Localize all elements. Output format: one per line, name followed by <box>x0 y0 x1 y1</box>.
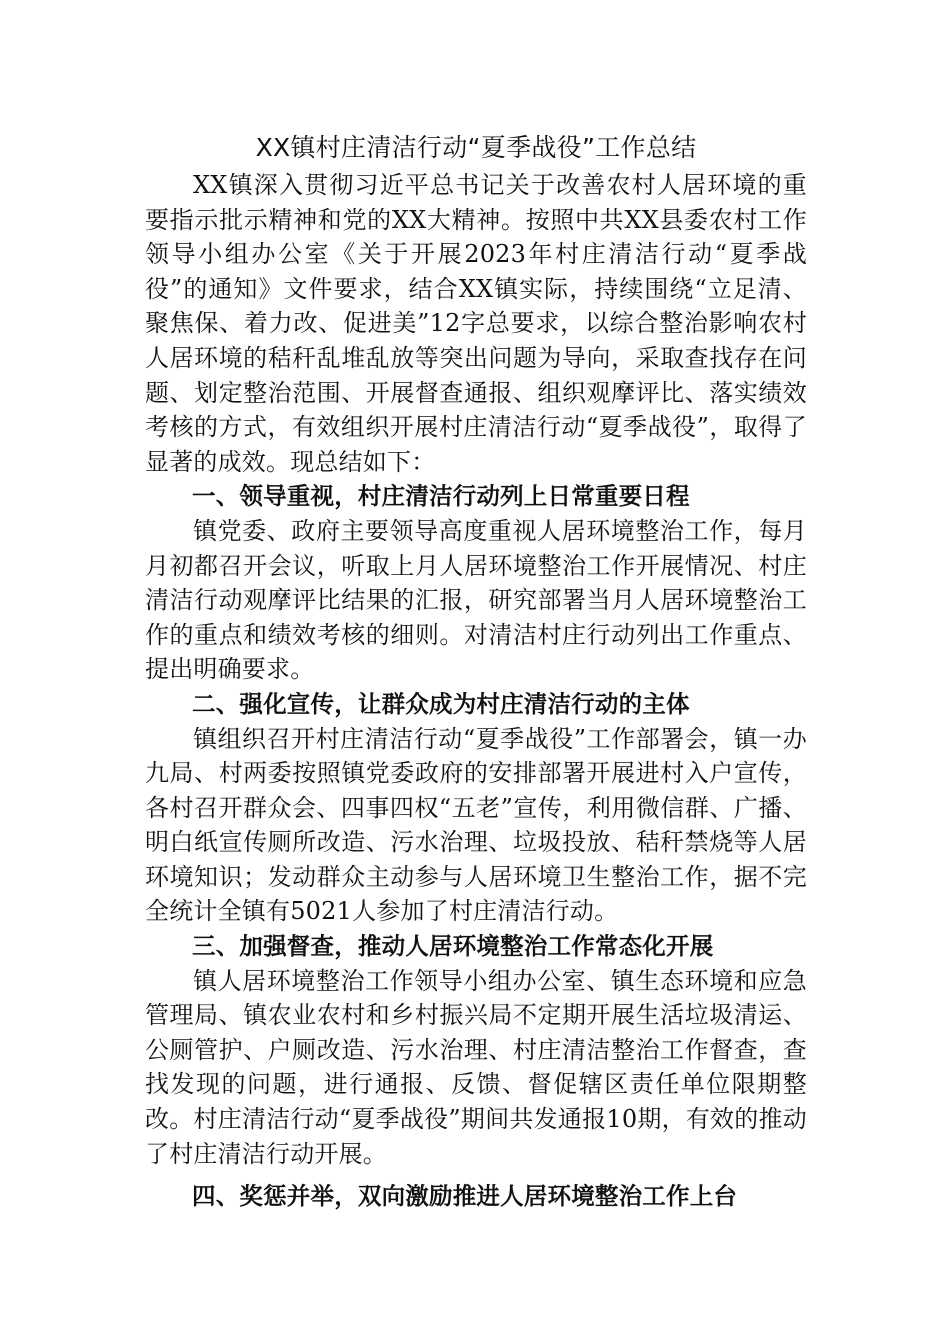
document-title: XX镇村庄清洁行动“夏季战役”工作总结 <box>255 133 697 162</box>
section-heading-3: 三、加强督查，推动人居环境整治工作常态化开展 <box>192 932 714 961</box>
document-body <box>145 128 807 1214</box>
section-body-3: 镇人居环境整治工作领导小组办公室、镇生态环境和应急管理局、镇农业农村和乡村振兴局不定期开展生活垃圾清运、公厕管护、户厕改造、污水治理、村庄清洁整治工作督查，查找发现的问题，进行通报、反馈、督促辖区责任单位限期整改。村庄清洁行动“夏季战役”期间共发通报10期，有效的推动了村庄清洁行动开展。 <box>145 966 807 1168</box>
section-heading-4: 四、奖惩并举，双向激励推进人居环境整治工作上台 <box>192 1182 738 1211</box>
intro-paragraph: XX镇深入贯彻习近平总书记关于改善农村人居环境的重要指示批示精神和党的XX大精神。按照中共XX县委农村工作领导小组办公室《关于开展2023年村庄清洁行动“夏季战役”的通知》文件要求，结合XX镇实际，持续围绕“立足清、聚焦保、着力改、促进美”12字总要求，以综合整治影响农村人居环境的秸秆乱堆乱放等突出问题为导向，采取查找存在问题、划定整治范围、开展督查通报、组织观摩评比、落实绩效考核的方式，有效组织开展村庄清洁行动“夏季战役”，取得了显著的成效。现总结如下： <box>145 171 807 476</box>
section-heading-1: 一、领导重视，村庄清洁行动列上日常重要日程 <box>192 482 690 511</box>
section-body-1: 镇党委、政府主要领导高度重视人居环境整治工作，每月月初都召开会议，听取上月人居环境整治工作开展情况、村庄清洁行动观摩评比结果的汇报，研究部署当月人居环境整治工作的重点和绩效考核的细则。对清洁村庄行动列出工作重点、提出明确要求。 <box>145 516 807 684</box>
section-heading-2: 二、强化宣传，让群众成为村庄清洁行动的主体 <box>192 689 690 718</box>
section-body-2: 镇组织召开村庄清洁行动“夏季战役”工作部署会，镇一办九局、村两委按照镇党委政府的安排部署开展进村入户宣传，各村召开群众会、四事四权“五老”宣传，利用微信群、广播、明白纸宣传厕所改造、污水治理、垃圾投放、秸秆禁烧等人居环境知识；发动群众主动参与人居环境卫生整治工作，据不完全统计全镇有5021人参加了村庄清洁行动。 <box>145 724 807 926</box>
